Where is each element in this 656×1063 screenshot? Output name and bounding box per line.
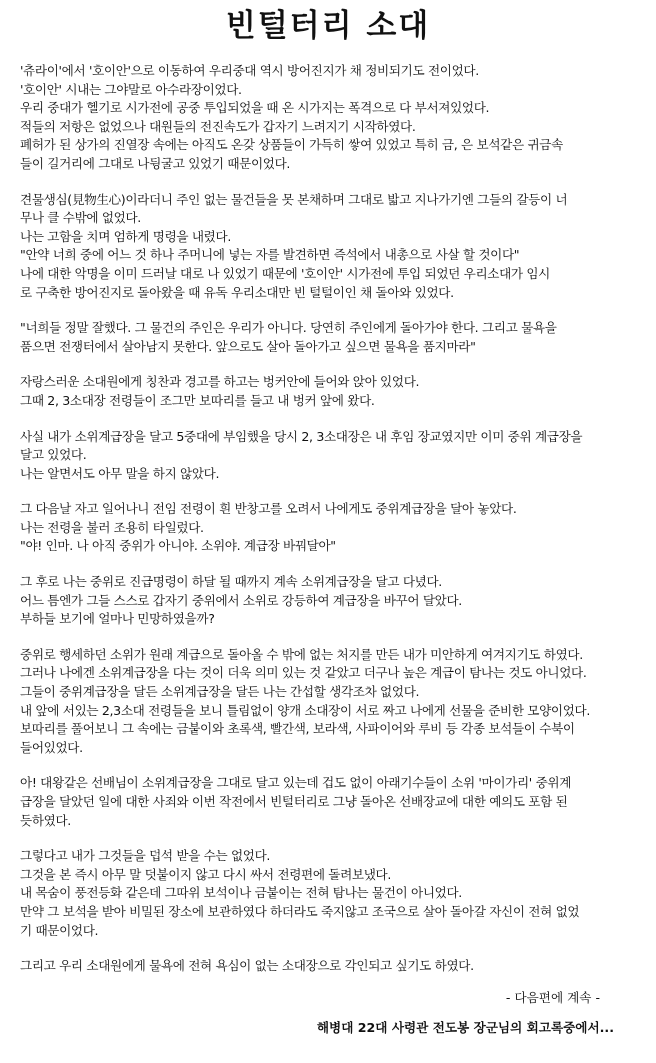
text-line: 기 때문이었다. [20, 922, 99, 938]
text-line: 어느 틈엔가 그들 스스로 갑자기 중위에서 소위로 강등하여 계급장을 바꾸어 달았다. [20, 592, 462, 608]
text-line: 그 다음날 자고 일어나니 전임 전령이 흰 반창고를 오려서 나에게도 중위계급장을 달아 놓았다. [20, 501, 517, 517]
text-line: 그것을 본 즉시 아무 말 덧붙이지 않고 다시 싸서 전령편에 돌려보냈다. [20, 866, 392, 882]
text-line: '호이안' 시내는 그야말로 아수라장이었다. [20, 81, 242, 97]
to-be-continued-note: - 다음편에 계속 - [505, 990, 600, 1005]
text-line: 그들이 중위계급장을 달든 소위계급장을 달든 나는 간섭할 생각조차 없었다. [20, 684, 420, 700]
text-line: 내 목숨이 풍전등화 같은데 그따위 보석이나 금붙이는 전혀 탐나는 물건이 아니었다. [20, 885, 462, 901]
paragraph-gap [20, 830, 646, 847]
text-line: 그 후로 나는 중위로 진급명령이 하달 될 때까지 계속 소위계급장을 달고 다녔다. [20, 574, 442, 590]
paragraph-gap [20, 483, 646, 500]
paragraph-gap [20, 411, 646, 428]
text-line: "너희들 정말 잘했다. 그 물건의 주인은 우리가 아니다. 당연히 주인에게 돌아가야 한다. 그리고 물욕을 [20, 320, 557, 336]
text-line: 우리 중대가 헬기로 시가전에 공중 투입되었을 때 온 시가지는 폭격으로 다 부서져있었다. [20, 100, 490, 116]
text-line: 그리고 우리 소대원에게 물욕에 전혀 욕심이 없는 소대장으로 각인되고 싶기도 하였다. [20, 958, 474, 974]
text-line: 무나 클 수밖에 없었다. [20, 210, 141, 226]
paragraph-gap [20, 302, 646, 319]
text-line: 나는 알면서도 아무 말을 하지 않았다. [20, 465, 220, 481]
source-attribution: 해병대 22대 사령관 전도봉 장군님의 회고록중에서... [316, 1020, 614, 1035]
text-line: 로 구축한 방어진지로 돌아왔을 때 유독 우리소대만 빈 털털이인 채 돌아와 있었다. [20, 284, 454, 300]
paragraph [20, 319, 646, 356]
paragraph [20, 191, 646, 303]
paragraph-gap [20, 629, 646, 646]
text-line: 달고 있었다. [20, 447, 87, 463]
text-line: 중위로 행세하던 소위가 원래 계급으로 돌아올 수 밖에 없는 처지를 만든 내가 미안하게 여겨지기도 하였다. [20, 646, 583, 662]
text-line: 아! 대왕같은 선배님이 소위계급장을 그대로 달고 있는데 겁도 없이 아래기수들이 소위 '마이가리' 중위계 [20, 775, 572, 791]
text-line: 듯하였다. [20, 812, 71, 828]
paragraph [20, 428, 646, 484]
text-line: 나에 대한 악명을 이미 드러날 대로 나 있었기 때문에 '호이안' 시가전에 투입 되었던 우리소대가 임시 [20, 265, 550, 281]
paragraph-gap [20, 940, 646, 957]
text-line: 부하들 보기에 얼마나 민망하였을까? [20, 611, 215, 627]
text-line: "야! 인마. 나 아직 중위가 아니야. 소위야. 계급장 바꿔달아" [20, 538, 336, 554]
text-line: 자랑스러운 소대원에게 칭찬과 경고를 하고는 벙커안에 들어와 앉아 있었다. [20, 374, 420, 390]
text-line: "안약 너희 중에 어느 것 하나 주머니에 넣는 자를 발견하면 즉석에서 내총으로 사살 할 것이다" [20, 247, 520, 263]
paragraph-gap [20, 757, 646, 774]
text-line: 만약 그 보석을 받아 비밀된 장소에 보관하였다 하더라도 죽지않고 조국으로 살아 돌아갈 자신이 전혀 없었 [20, 903, 580, 919]
text-line: 나는 고함을 치며 엄하게 명령을 내렸다. [20, 228, 231, 244]
document-body [20, 62, 646, 976]
paragraph [20, 500, 646, 556]
text-line: 폐허가 된 상가의 진열장 속에는 아직도 온갖 상품들이 가득히 쌓여 있었고 특히 금, 은 보석같은 귀금속 [20, 137, 563, 153]
text-line: 급장을 달았던 일에 대한 사죄와 이번 작전에서 빈털터리로 그냥 돌아온 선배장교에 대한 예의도 포함 된 [20, 794, 568, 809]
paragraph [20, 373, 646, 410]
paragraph [20, 62, 646, 174]
text-line: 들이 길거리에 그대로 나뒹굴고 있었기 때문이었다. [20, 155, 291, 171]
paragraph [20, 573, 646, 629]
paragraph [20, 847, 646, 940]
text-line: 품으면 전쟁터에서 살아남지 못한다. 앞으로도 살아 돌아가고 싶으면 물욕을 품지마라" [20, 338, 476, 354]
text-line: 적들의 저항은 없었으나 대원들의 전진속도가 갑자기 느려지기 시작하였다. [20, 118, 416, 134]
text-line: 나는 전령을 불러 조용히 타일렀다. [20, 519, 204, 535]
paragraph-gap [20, 174, 646, 191]
text-line: 견물생심(見物生心)이라더니 주인 없는 물건들을 못 본채하며 그대로 밟고 지나가기엔 그들의 갈등이 너 [20, 191, 568, 207]
text-line: 사실 내가 소위계급장을 달고 5중대에 부임했을 당시 2, 3소대장은 내 후임 장교였지만 이미 중위 계급장을 [20, 428, 583, 444]
text-line: 들어있었다. [20, 739, 83, 755]
text-line: 내 앞에 서있는 2,3소대 전령들을 보니 틀림없이 양개 소대장이 서로 짜고 나에게 선물을 준비한 모양이었다. [20, 702, 591, 718]
text-line: 그렇다고 내가 그것들을 덥석 받을 수는 없었다. [20, 848, 271, 864]
document-title: 빈털터리 소대 [225, 8, 431, 44]
text-line: 그때 2, 3소대장 전령들이 조그만 보따리를 들고 내 벙커 앞에 왔다. [20, 392, 375, 408]
paragraph [20, 646, 646, 758]
text-line: 보따리를 풀어보니 그 속에는 금붙이와 초록색, 빨간색, 보라색, 사파이어와 루비 등 각종 보석들이 수북이 [20, 721, 575, 737]
paragraph [20, 957, 646, 976]
paragraph-gap [20, 556, 646, 573]
text-line: 그러나 나에겐 소위계급장을 다는 것이 더욱 의미 있는 것 같았고 더구나 높은 계급이 탐나는 것도 아니었다. [20, 665, 587, 681]
paragraph-gap [20, 356, 646, 373]
text-line: '츄라이'에서 '호이안'으로 이동하여 우리중대 역시 방어진지가 채 정비되기도 전이었다. [20, 63, 479, 78]
paragraph [20, 774, 646, 830]
